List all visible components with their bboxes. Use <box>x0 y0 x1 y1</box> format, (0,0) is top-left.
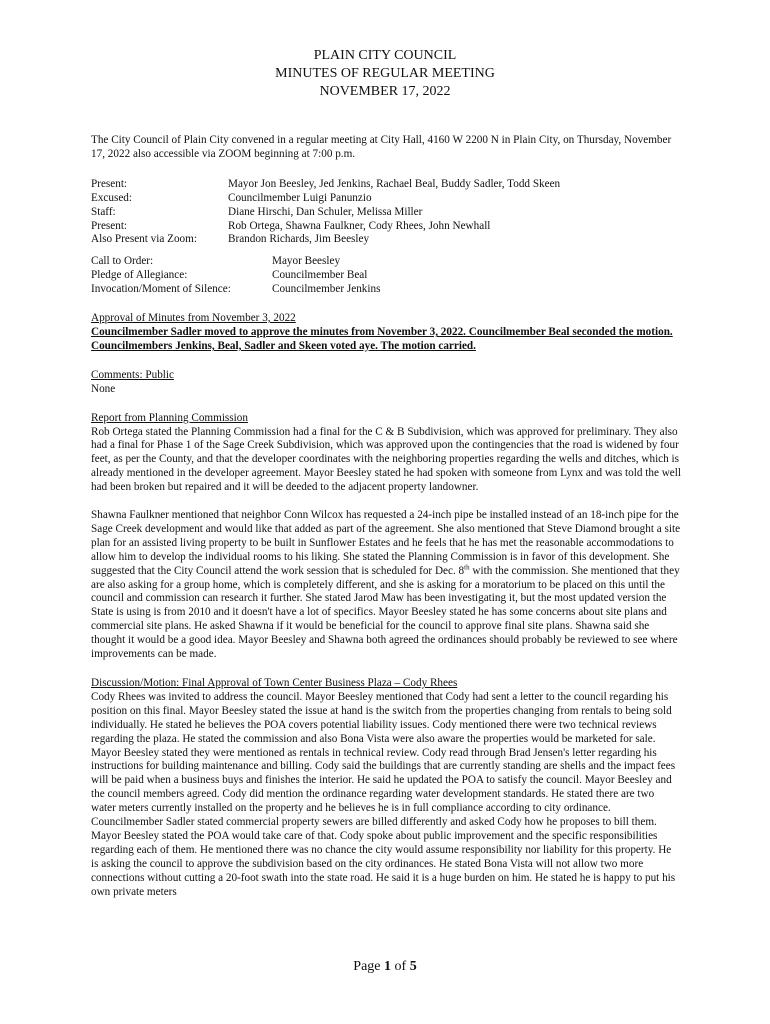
planning-paragraph-2-part-b: with the commission. She mentioned that they are also asking for a group home, which is completely different, and she is asking for a moratorium to be placed on this until the council and commission can research it further. She stated Jarod Maw has been investigating it, but the most updated version the State is using is from 2010 and it doesn't have a lot of specifics. Mayor Beesley stated he has some concerns about site plans and commercial site plans. He asked Shawna if it would be beneficial for the council to approve final site plans. Shawna said she thought it would be a good idea. Mayor Beesley and Shawna both agreed the ordinances should probably be reviewed to see where improvements can be made. <box>91 564 680 661</box>
minutes-motion: Councilmember Sadler moved to approve the minutes from November 3, 2022. Councilmember Beal seconded the motion. Councilmembers Jenkins, Beal, Sadler and Skeen voted aye. The motion carried. <box>91 325 673 352</box>
attendance-label: Also Present via Zoom: <box>91 233 197 246</box>
attendance-label: Present: <box>91 219 128 232</box>
attendance-label: Excused: <box>91 191 133 204</box>
planning-paragraph-1: Rob Ortega stated the Planning Commission had a final for the C & B Subdivision, which was approved for preliminary. They also had a final for Phase 1 of the Sage Creek Subdivision, which was approved upon the contingencies that the road is widened by four feet, as per the County, and that the developer coordinates with the neighboring properties regarding the wells and ditches, which is already mentioned in the developer agreement. Mayor Beesley stated he had spoken with someone from Lynx and was told the well had been broken but repaired and it will be deeded to the adjacent property landowner. <box>91 425 681 494</box>
minutes-section <box>91 312 681 354</box>
comments-section <box>91 369 681 397</box>
attendance-value: Brandon Richards, Jim Beesley <box>228 233 370 246</box>
comments-heading: Comments: Public <box>91 368 174 381</box>
opening-label: Call to Order: <box>91 255 154 268</box>
opening-value: Mayor Beesley <box>272 255 341 268</box>
title-line-2: MINUTES OF REGULAR MEETING <box>275 66 495 81</box>
page-number: 1 <box>384 959 392 974</box>
opening-list <box>91 255 681 297</box>
discussion-heading: Discussion/Motion: Final Approval of Town Center Business Plaza – Cody Rhees <box>91 677 458 689</box>
discussion-section <box>91 677 681 900</box>
attendance-label: Staff: <box>91 205 116 218</box>
attendance-value: Mayor Jon Beesley, Jed Jenkins, Rachael Beal, Buddy Sadler, Todd Skeen <box>228 177 561 190</box>
opening-label: Invocation/Moment of Silence: <box>91 283 231 296</box>
comments-body: None <box>91 382 116 395</box>
planning-paragraph-2-part-a: Shawna Faulkner mentioned that neighbor Conn Wilcox has requested a 24-inch pipe be installed instead of an 18-inch pipe for the Sage Creek development and would like that added as part of the agreement. She also mentioned that Steve Diamond brought a site plan for an assisted living property to be built in Sunflower Estates and he feels that he has met the reasonable accommodations to allow him to develop the individual rooms to his liking. She stated the Planning Commission is in favor of this development. She suggested that the City Council attend the work session that is scheduled for Dec. 8 <box>91 509 681 577</box>
document-body <box>91 134 681 900</box>
page-footer <box>0 960 770 974</box>
opening-label: Pledge of Allegiance: <box>91 269 188 282</box>
attendance-value: Diane Hirschi, Dan Schuler, Melissa Miller <box>228 205 423 218</box>
attendance-value: Councilmember Luigi Panunzio <box>228 191 372 204</box>
minutes-heading: Approval of Minutes from November 3, 2022 <box>91 312 296 325</box>
page-word: Page <box>353 959 381 974</box>
attendance-value: Rob Ortega, Shawna Faulkner, Cody Rhees, John Newhall <box>228 219 491 232</box>
planning-paragraph-2 <box>91 509 681 662</box>
title-line-1: PLAIN CITY COUNCIL <box>313 48 457 63</box>
ordinal-suffix: th <box>464 562 470 571</box>
attendance-list <box>91 178 681 248</box>
opening-value: Councilmember Jenkins <box>272 283 381 296</box>
title-line-3: NOVEMBER 17, 2022 <box>319 84 451 99</box>
attendance-label: Present: <box>91 177 128 190</box>
opening-value: Councilmember Beal <box>272 269 368 282</box>
document-title <box>0 47 770 101</box>
intro-paragraph: The City Council of Plain City convened in a regular meeting at City Hall, 4160 W 2200 N in Plain City, on Thursday, November 17, 2022 also accessible via ZOOM beginning at 7:00 p.m. <box>91 134 672 160</box>
page-total: 5 <box>409 959 417 974</box>
planning-section <box>91 412 681 662</box>
planning-heading: Report from Planning Commission <box>91 411 248 424</box>
discussion-paragraph: Cody Rhees was invited to address the council. Mayor Beesley mentioned that Cody had sent a letter to the council regarding his position on this final. Mayor Beesley stated the issue at hand is the switch from the properties changing from rentals to being sold individually. He stated he believes the POA covers potential liability issues. Cody mentioned there were two technical reviews regarding the plaza. He stated the commission and also Bona Vista were also aware the properties would be marketed for sale. Mayor Beesley stated they were mentioned as rentals in technical review. Cody read through Brad Jensen's letter regarding his instructions for building maintenance and billing. Cody said the buildings that are currently standing are shells and the impact fees will be paid when a business buys and finishes the interior. He said he updated the POA to satisfy the council. Mayor Beesley and the council members agreed. Cody did mention the ordinance regarding water development standards. He stated there are two water meters currently installed on the property and he believes he is in full compliance according to city ordinance. Councilmember Sadler stated commercial property sewers are billed differently and asked Cody how he proposes to bill them. Mayor Beesley stated the POA would take care of that. Cody spoke about public improvement and the specific responsibilities regarding each of them. He mentioned there was no chance the city would assume responsibility nor liability for this property. He is asking the council to approve the subdivision based on the city ordinances. He stated Bona Vista will not allow two more connections without cutting a 20-foot swath into the state road. He said it is a huge burden on him. He stated he is happy to put his own private meters <box>91 690 676 898</box>
of-word: of <box>394 959 407 974</box>
